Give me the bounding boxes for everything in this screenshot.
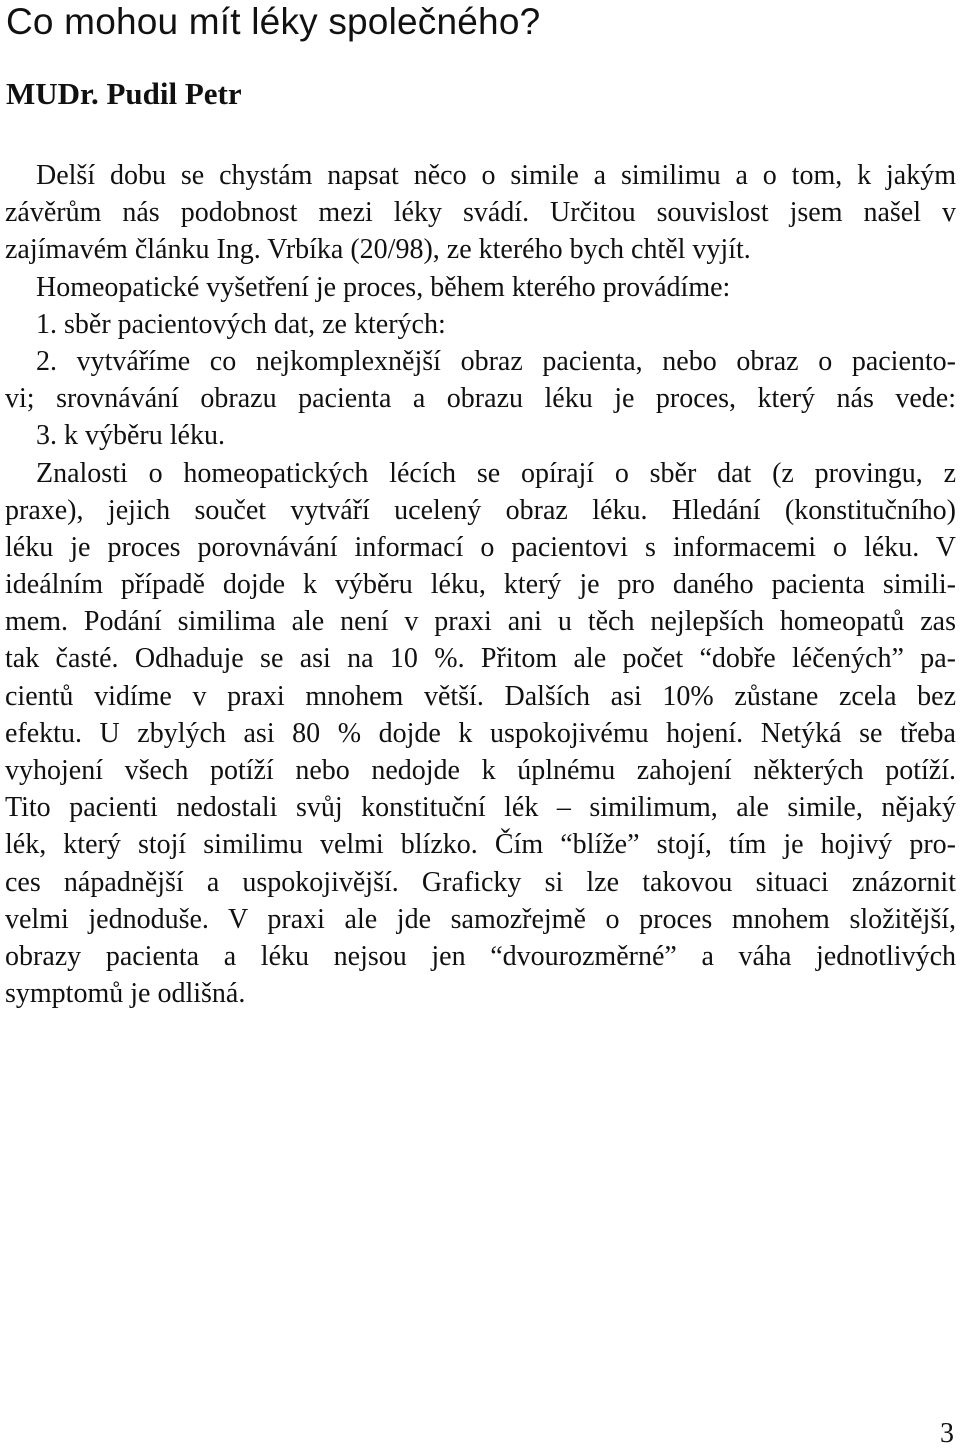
text-line: efektu. U zbylých asi 80 % dojde k uspokojivému hojení. Netýká se třeba — [5, 717, 956, 749]
text-line: ces nápadnější a uspokojivější. Graficky si lze takovou situaci znázornit — [5, 866, 956, 898]
text-line: cientů vidíme v praxi mnohem větší. Dalších asi 10% zůstane zcela bez — [5, 680, 956, 712]
text-line: Delší dobu se chystám napsat něco o simile a similimu a o tom, k jakým — [36, 160, 956, 191]
text-line: ideálním případě dojde k výběru léku, který je pro daného pacienta simili- — [5, 569, 956, 601]
text-line: symptomů je odlišná. — [5, 978, 246, 1010]
text-line: obrazy pacienta a léku nejsou jen “dvourozměrné” a váha jednotlivých — [5, 940, 956, 972]
text-line: Homeopatické vyšetření je proces, během kterého provádíme: — [36, 271, 731, 303]
text-line: vi; srovnávání obrazu pacienta a obrazu léku je proces, který nás vede: — [5, 383, 956, 415]
text-line: 3. k výběru léku. — [36, 420, 225, 452]
text-line: mem. Podání similima ale není v praxi ani u těch nejlepších homeopatů zas — [5, 606, 956, 638]
text-line: tak časté. Odhaduje se asi na 10 %. Přitom ale počet “dobře léčených” pa- — [5, 643, 956, 675]
text-line: Znalosti o homeopatických lécích se opírají o sběr dat (z provingu, z — [36, 457, 956, 489]
page-title: Co mohou mít léky společného? — [6, 1, 541, 42]
text-line: velmi jednoduše. V praxi ale jde samozřejmě o proces mnohem složitější, — [5, 903, 956, 935]
page-number: 3 — [940, 1418, 954, 1449]
text-line: Tito pacienti nedostali svůj konstituční lék – similimum, ale simile, nějaký — [5, 792, 956, 824]
text-line: 1. sběr pacientových dat, ze kterých: — [36, 308, 446, 340]
author-name: MUDr. Pudil Petr — [6, 76, 242, 111]
text-line: praxe), jejich součet vytváří ucelený obraz léku. Hledání (konstitučního) — [5, 494, 956, 526]
text-line: zajímavém článku Ing. Vrbíka (20/98), ze kterého bych chtěl vyjít. — [5, 234, 751, 266]
text-line: závěrům nás podobnost mezi léky svádí. Určitou souvislost jsem našel v — [5, 197, 956, 229]
text-line: léku je proces porovnávání informací o pacientovi s informacemi o léku. V — [5, 531, 956, 563]
text-line: lék, který stojí similimu velmi blízko. Čím “blíže” stojí, tím je hojivý pro- — [5, 829, 956, 861]
article-body — [0, 157, 960, 1012]
text-line: vyhojení všech potíží nebo nedojde k úplnému zahojení některých potíží. — [5, 755, 956, 786]
text-line: 2. vytváříme co nejkomplexnější obraz pacienta, nebo obraz o paciento- — [36, 345, 956, 377]
